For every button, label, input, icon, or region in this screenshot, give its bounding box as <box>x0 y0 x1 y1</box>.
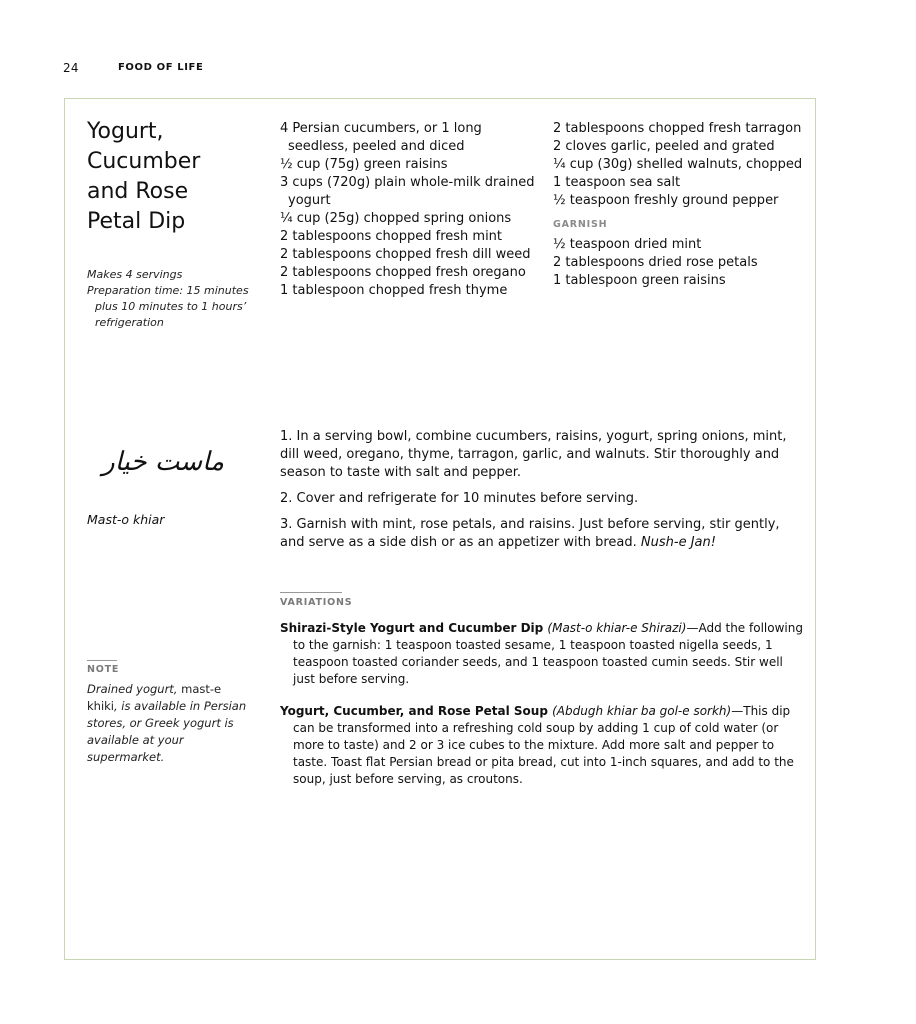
ingredient: ¼ cup (30g) shelled walnuts, chopped <box>553 157 803 172</box>
ingredient: 3 cups (720g) plain whole-milk drained yogurt <box>280 175 535 208</box>
step-text: 3. Garnish with mint, rose petals, and raisins. Just before serving, stir gently, and serve as a side dish or as an appetizer with bread. <box>280 517 780 550</box>
ingredient: 2 tablespoons chopped fresh oregano <box>280 265 526 280</box>
persian-calligraphy <box>84 438 234 482</box>
variation-name: Yogurt, Cucumber, and Rose Petal Soup <box>280 704 553 718</box>
persian-name: ماست خیار <box>102 447 224 477</box>
variation-name: Shirazi-Style Yogurt and Cucumber Dip <box>280 621 548 635</box>
recipe-meta <box>87 267 257 331</box>
title-line: Yogurt, <box>87 119 164 144</box>
garnish-item: 2 tablespoons dried rose petals <box>553 255 758 270</box>
variation-alt-name: (Mast-o khiar-e Shirazi) <box>547 621 687 635</box>
note-heading: NOTE <box>87 664 120 675</box>
note-pre: Drained yogurt, <box>87 682 182 696</box>
variation-alt-name: (Abdugh khiar ba gol-e sorkh) <box>552 704 732 718</box>
step <box>280 516 805 552</box>
variation <box>280 703 805 788</box>
note-term: mast-e khiki <box>87 682 222 713</box>
ingredient: 2 tablespoons chopped fresh dill weed <box>280 247 531 262</box>
variation-text: —Add the following to the garnish: 1 teaspoon toasted sesame, 1 teaspoon toasted nigella seeds, 1 teaspoon toasted coriander seeds, and 1 teaspoon toasted cumin seeds. Stir well just before serving. <box>293 621 803 686</box>
running-title: FOOD OF LIFE <box>118 62 204 73</box>
ingredient: 1 tablespoon chopped fresh thyme <box>280 283 508 298</box>
title-line: Cucumber <box>87 149 201 174</box>
variations-rule <box>280 592 342 593</box>
page-number: 24 <box>63 61 79 75</box>
garnish-item: 1 tablespoon green raisins <box>553 273 726 288</box>
ingredient: 2 cloves garlic, peeled and grated <box>553 139 775 154</box>
note-rule <box>87 660 117 661</box>
title-line: Petal Dip <box>87 209 186 234</box>
garnish-heading: GARNISH <box>553 219 608 230</box>
servings: Makes 4 servings <box>87 268 183 281</box>
variations-heading: VARIATIONS <box>280 597 353 608</box>
step-closing: Nush-e Jan! <box>640 535 716 550</box>
title-line: and Rose <box>87 179 189 204</box>
ingredient: 2 tablespoons chopped fresh tarragon <box>553 121 802 136</box>
method-steps <box>280 428 805 560</box>
prep-time: Preparation time: 15 minutes plus 10 minutes to 1 hours’ refrigeration <box>87 284 249 329</box>
ingredients-column-1 <box>280 120 545 300</box>
ingredient: 4 Persian cucumbers, or 1 long seedless, peeled and diced <box>280 121 482 154</box>
note-text <box>87 681 247 766</box>
transliteration: Mast-o khiar <box>87 512 165 527</box>
note-post: , is available in Persian stores, or Greek yogurt is available at your supermarket. <box>87 699 247 764</box>
variation-text: —This dip can be transformed into a refreshing cold soup by adding 1 cup of cold water (or more to taste) and 2 or 3 ice cubes to the mixture. Add more salt and pepper to taste. Toast flat Persian bread or pita bread, cut into 1-inch squares, and add to the soup, just before serving, as croutons. <box>293 704 794 786</box>
garnish-item: ½ teaspoon dried mint <box>553 237 702 252</box>
ingredient: ½ teaspoon freshly ground pepper <box>553 193 779 208</box>
ingredient: ¼ cup (25g) chopped spring onions <box>280 211 512 226</box>
ingredient: 2 tablespoons chopped fresh mint <box>280 229 503 244</box>
ingredient: ½ cup (75g) green raisins <box>280 157 448 172</box>
ingredients-column-2 <box>553 120 815 290</box>
step: 1. In a serving bowl, combine cucumbers, raisins, yogurt, spring onions, mint, dill weed, oregano, thyme, tarragon, garlic, and walnuts. Stir thoroughly and season to taste with salt and pepper. <box>280 429 787 480</box>
step: 2. Cover and refrigerate for 10 minutes before serving. <box>280 491 639 506</box>
recipe-title <box>87 117 247 237</box>
variations-list <box>280 620 805 803</box>
variation <box>280 620 805 688</box>
ingredient: 1 teaspoon sea salt <box>553 175 681 190</box>
